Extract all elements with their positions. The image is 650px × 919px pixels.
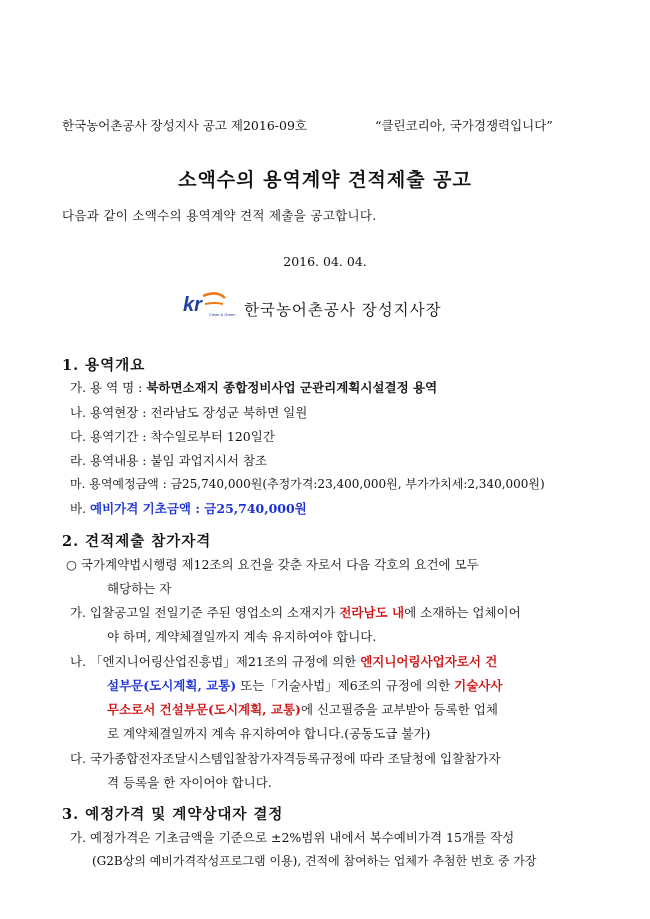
tech-office-highlight: 기술사사 [454, 678, 503, 693]
page-title: 소액수의 용역계약 견적제출 공고 [178, 169, 472, 191]
qualification-ga-line2: 야 하며, 계약체결일까지 계속 유지하여야 합니다. [107, 629, 377, 644]
item-label: 바. [70, 501, 91, 516]
qualification-na-line1 [70, 652, 497, 670]
section2-heading: 2. 견적제출 참가자격 [62, 533, 212, 550]
qualification-na-line3 [107, 700, 498, 718]
price-ga-line2: (G2B상의 예비가격작성프로그램 이용), 견적에 참여하는 업체가 추첨한 번호 중 가장 [92, 854, 537, 868]
field-highlight: 설부문(도시계획, 교통) [107, 678, 237, 693]
section1-item-ra: 라. 용역내용 : 붙임 과업지시서 참조 [70, 453, 268, 468]
qualification-intro-line1: ○ 국가계약법시행령 제12조의 요건을 갖춘 자로서 다음 각호의 요건에 모두 [66, 557, 479, 572]
section3-heading: 3. 예정가격 및 계약상대자 결정 [62, 806, 284, 823]
organization-name: 한국농어촌공사 장성지사장 [244, 301, 442, 319]
section1-heading: 1. 용역개요 [62, 357, 146, 374]
text-span: 에 소재하는 업체이어 [404, 605, 521, 620]
qualification-na-line2 [107, 676, 502, 694]
price-ga-line1: 가. 예정가격은 기초금액을 기준으로 ±2%범위 내에서 복수예비가격 15개를 작성 [70, 830, 515, 845]
text-span: 에 신고필증을 교부받아 등록한 업체 [300, 702, 498, 717]
qualification-da-line1: 다. 국가종합전자조달시스템입찰참가자격등록규정에 따라 조달청에 입찰참가자 [70, 751, 501, 766]
intro-text: 다음과 같이 소액수의 용역계약 견적 제출을 공고합니다. [62, 208, 377, 223]
region-highlight: 전라남도 내 [339, 605, 405, 620]
krc-logo-icon [183, 290, 236, 318]
logo-text: kr [183, 294, 202, 316]
qualification-intro-line2: 해당하는 자 [107, 581, 172, 596]
logo-subtext: Clean & Green [209, 312, 236, 317]
item-label: 가. 용 역 명 : [70, 380, 147, 395]
text-span: 가. 입찰공고일 전일기준 주된 영업소의 소재지가 [70, 605, 340, 620]
engineering-highlight: 엔지니어링사업자로서 건 [360, 654, 498, 669]
qualification-ga-line1 [70, 603, 521, 621]
qualification-da-line2: 격 등록을 한 자이어야 합니다. [107, 775, 272, 790]
notice-date: 2016. 04. 04. [283, 254, 367, 269]
tech-office-field-highlight: 무소로서 건설부문(도시계획, 교통) [107, 702, 301, 717]
section1-item-da: 다. 용역기간 : 착수일로부터 120일간 [70, 429, 275, 444]
slogan: “클린코리아, 국가경쟁력입니다” [375, 118, 553, 133]
section1-item-ga [70, 378, 437, 396]
service-name: 북하면소재지 종합정비사업 군관리계획시설결정 용역 [146, 380, 438, 395]
text-span: 나. 「엔지니어링산업진흥법」제21조의 규정에 의한 [70, 654, 361, 669]
notice-number: 한국농어촌공사 장성지사 공고 제2016-09호 [62, 118, 307, 133]
base-price: 예비가격 기초금액 : 금25,740,000원 [90, 501, 307, 516]
section1-item-ba [70, 499, 307, 517]
text-span: 또는「기술사법」제6조의 규정에 의한 [236, 678, 455, 693]
section1-item-na: 나. 용역현장 : 전라남도 장성군 북하면 일원 [70, 405, 308, 420]
section1-item-ma: 마. 용역예정금액 : 금25,740,000원(추정가격:23,400,000원, 부가가치세:2,340,000원) [70, 477, 545, 491]
qualification-na-line4: 로 계약체결일까지 계속 유지하여야 합니다.(공동도급 불가) [107, 726, 431, 741]
